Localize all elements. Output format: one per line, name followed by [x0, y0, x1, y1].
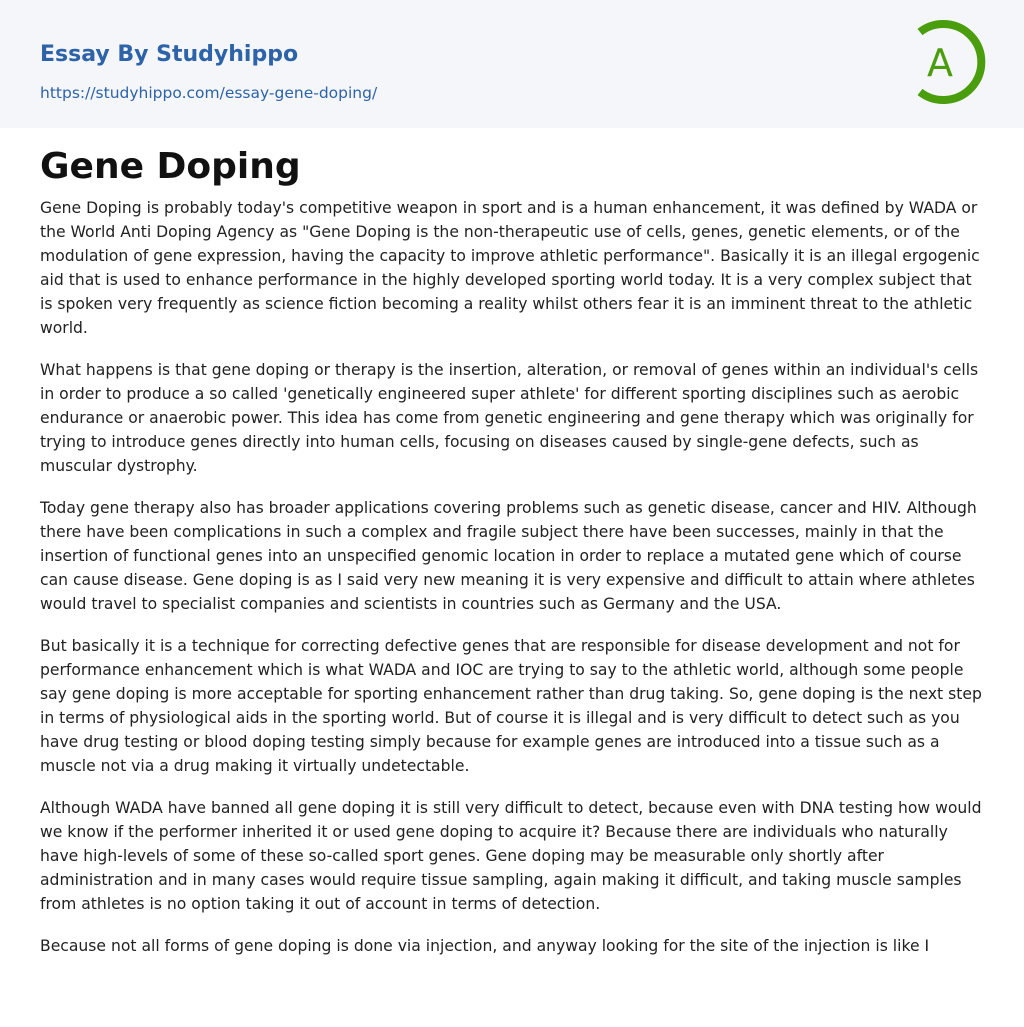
paragraph: Although WADA have banned all gene doping it is still very difficult to detect, because even with DNA testing how would we know if the performer inherited it or used gene doping to acquire it? Because there are individuals who naturally have high-levels of some of these so-called sport genes. Gene doping may be measurable only shortly after administration and in many cases would require tissue sampling, again making it difficult, and taking muscle samples from athletes is no option taking it out of account in terms of detection.	[40, 799, 982, 913]
paragraph: But basically it is a technique for correcting defective genes that are responsible for disease development and not for performance enhancement which is what WADA and IOC are trying to say to the athletic world, although some people say gene doping is more acceptable for sporting enhancement rather than drug taking. So, gene doping is the next step in terms of physiological aids in the sporting world. But of course it is illegal and is very difficult to detect such as you have drug testing or blood doping testing simply because for example genes are introduced into a tissue such as a muscle not via a drug making it virtually undetectable.	[40, 637, 982, 775]
site-header	[0, 0, 1024, 128]
page-title: Gene Doping	[40, 146, 301, 187]
article	[0, 128, 1024, 958]
paragraph: Because not all forms of gene doping is done via injection, and anyway looking for the site of the injection is like I	[40, 937, 930, 955]
paragraph: Gene Doping is probably today's competitive weapon in sport and is a human enhancement, it was defined by WADA or the World Anti Doping Agency as "Gene Doping is the non-therapeutic use of cells, genes, genetic elements, or of the modulation of gene expression, having the capacity to improve athletic performance". Basically it is an illegal ergogenic aid that is used to enhance performance in the highly developed sporting world today. It is a very complex subject that is spoken very frequently as science fiction becoming a reality whilst others fear it is an imminent threat to the athletic world.	[40, 199, 980, 337]
brand-title[interactable]: Essay By Studyhippo	[40, 42, 299, 67]
svg-text:A: A	[927, 41, 953, 85]
essay-url-link[interactable]: https://studyhippo.com/essay-gene-doping/	[40, 84, 378, 102]
paragraph: What happens is that gene doping or therapy is the insertion, alteration, or removal of genes within an individual's cells in order to produce a so called 'genetically engineered super athlete' for different sporting disciplines such as aerobic endurance or anaerobic power. This idea has come from genetic engineering and gene therapy which was originally for trying to introduce genes directly into human cells, focusing on diseases caused by single-gene defects, such as muscular dystrophy.	[40, 361, 979, 475]
paragraph: Today gene therapy also has broader applications covering problems such as genetic disease, cancer and HIV. Although there have been complications in such a complex and fragile subject there have been successes, mainly in that the insertion of functional genes into an unspecified genomic location in order to replace a mutated gene which of course can cause disease. Gene doping is as I said very new meaning it is very expensive and difficult to attain where athletes would travel to specialist companies and scientists in countries such as Germany and the USA.	[40, 499, 977, 613]
studyhippo-logo-icon	[908, 18, 988, 106]
